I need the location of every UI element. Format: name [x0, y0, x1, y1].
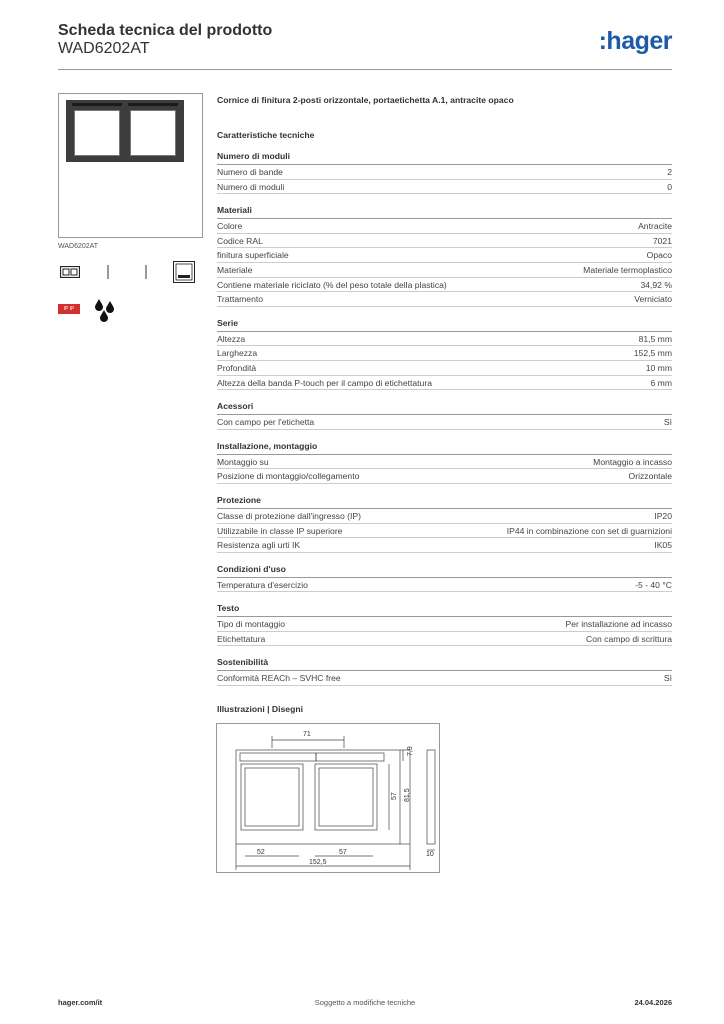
spec-row [217, 278, 672, 293]
spec-value: Montaggio a incasso [593, 456, 672, 467]
spec-key: Resistenza agli urti IK [217, 540, 301, 551]
drawing-svg [217, 724, 439, 872]
spec-group [217, 151, 672, 194]
spec-key: Profondità [217, 362, 257, 373]
spec-key: Montaggio su [217, 456, 269, 467]
spec-row [217, 455, 672, 470]
symbol-icons-row [58, 260, 203, 284]
opening-left-drawing [241, 764, 303, 830]
spec-group-title: Testo [217, 603, 672, 617]
spec-row [217, 263, 672, 278]
double-frame-icon [58, 260, 82, 284]
spec-value: 10 mm [645, 362, 672, 373]
opening-right-inner [319, 768, 373, 826]
spec-value: IP20 [654, 510, 672, 521]
ip-rating-badge: IP IP [58, 304, 80, 314]
dim-label-57v: 57 [391, 792, 398, 800]
spec-key: Larghezza [217, 348, 258, 359]
dim-label-71: 71 [303, 731, 311, 738]
dim-label-1525: 152,5 [309, 859, 327, 866]
spec-value: Verniciato [634, 294, 672, 305]
spec-key: Numero di bande [217, 167, 283, 177]
vertical-line-icon [134, 260, 158, 284]
label-strip-right-drawing [316, 753, 384, 761]
spec-key: finitura superficiale [217, 250, 289, 261]
spec-value: Opaco [646, 250, 672, 261]
spec-value: Con campo di scrittura [586, 633, 672, 644]
dim-label-79: 7,9 [407, 746, 414, 756]
spec-row [217, 538, 672, 553]
spec-row [217, 469, 672, 484]
spec-row [217, 509, 672, 524]
footer-date: 24.04.2026 [634, 998, 672, 1007]
spec-row [217, 632, 672, 647]
illustrations-title: Illustrazioni | Disegni [217, 704, 303, 715]
spec-group-title: Acessori [217, 401, 672, 415]
spec-row [217, 376, 672, 391]
spec-value: IP44 in combinazione con set di guarnizioni [506, 525, 672, 536]
product-description: Cornice di finitura 2-posti orizzontale, portaetichetta A.1, antracite opaco [217, 95, 514, 105]
spec-value: 2 [667, 167, 672, 177]
spec-row [217, 219, 672, 234]
spec-row [217, 165, 672, 180]
page-header [58, 22, 672, 70]
spec-key: Numero di moduli [217, 181, 285, 192]
spec-value: Sì [663, 673, 672, 684]
spec-value: 34,92 % [640, 279, 672, 290]
spec-group-title: Serie [217, 318, 672, 332]
opening-right-drawing [315, 764, 377, 830]
spec-group [217, 401, 672, 430]
spec-value: Antracite [638, 221, 672, 232]
frame-opening-right [130, 110, 176, 156]
spec-key: Altezza della banda P-touch per il campo di etichettatura [217, 377, 432, 388]
label-strip-left [72, 103, 122, 106]
opening-left-inner [245, 768, 299, 826]
spec-key: Colore [217, 221, 243, 232]
label-holder-icon [172, 260, 196, 284]
spec-row [217, 524, 672, 539]
spec-key: Con campo per l'etichetta [217, 417, 315, 428]
photo-caption: WAD6202AT [58, 243, 99, 250]
spec-group [217, 441, 672, 484]
technical-drawing [216, 723, 440, 873]
spec-row [217, 292, 672, 307]
spec-group-title: Sostenibilità [217, 657, 672, 671]
footer-website-link[interactable]: hager.com/it [58, 998, 103, 1007]
spec-value: 0 [667, 181, 672, 192]
spec-value: IK05 [654, 540, 672, 551]
page-title: Scheda tecnica del prodotto [58, 22, 273, 39]
spec-group-title: Protezione [217, 495, 672, 509]
spec-row [217, 361, 672, 376]
spec-key: Contiene materiale riciclato (% del peso totale della plastica) [217, 279, 447, 290]
spec-value: Per installazione ad incasso [565, 619, 672, 630]
side-view [427, 750, 435, 844]
hager-logo: :hager [598, 27, 672, 55]
spec-value: -5 - 40 °C [635, 579, 672, 590]
spec-value: 152,5 mm [633, 348, 672, 359]
spec-row [217, 415, 672, 430]
spec-value: 6 mm [650, 377, 672, 388]
spec-value: Sì [663, 417, 672, 428]
dim-label-815: 81,5 [404, 788, 411, 802]
spec-key: Posizione di montaggio/collegamento [217, 471, 360, 482]
spec-value: 7021 [652, 235, 672, 246]
spec-key: Etichettatura [217, 633, 266, 644]
spec-group-title: Numero di moduli [217, 151, 672, 165]
product-photo [58, 93, 203, 238]
spec-key: Tipo di montaggio [217, 619, 285, 630]
spec-group [217, 657, 672, 686]
spec-key: Codice RAL [217, 235, 263, 246]
spec-value: Orizzontale [628, 471, 672, 482]
spec-value: 81,5 mm [638, 333, 672, 344]
spec-value: Materiale termoplastico [583, 264, 672, 275]
spec-key: Conformità REACh – SVHC free [217, 673, 341, 684]
label-strip-left-drawing [240, 753, 316, 761]
spec-group-title: Condizioni d'uso [217, 564, 672, 578]
left-column [58, 93, 203, 322]
product-code: WAD6202AT [58, 40, 150, 57]
spec-key: Temperatura d'esercizio [217, 579, 308, 590]
spec-row [217, 332, 672, 347]
spec-row [217, 346, 672, 361]
spec-key: Classe di protezione dall'ingresso (IP) [217, 510, 361, 521]
spec-group [217, 564, 672, 593]
vertical-line-icon [96, 260, 120, 284]
frame-opening-left [74, 110, 120, 156]
spec-groups [217, 151, 672, 686]
specs-column [217, 95, 672, 714]
spec-key: Trattamento [217, 294, 264, 305]
label-strip-right [128, 103, 178, 106]
water-drops-icon [92, 296, 118, 322]
spec-row [217, 671, 672, 686]
spec-group-title: Installazione, montaggio [217, 441, 672, 455]
frame-image [66, 100, 184, 162]
spec-row [217, 578, 672, 593]
spec-row [217, 617, 672, 632]
spec-group [217, 603, 672, 646]
symbol-icons-row-2 [58, 296, 203, 322]
spec-group [217, 318, 672, 390]
spec-group [217, 495, 672, 553]
spec-row [217, 234, 672, 249]
dim-label-10: 10 [426, 851, 434, 858]
dim-label-52: 52 [257, 849, 265, 856]
spec-key: Altezza [217, 333, 246, 344]
footer-note: Soggetto a modifiche tecniche [314, 998, 416, 1007]
spec-group [217, 205, 672, 307]
spec-row [217, 180, 672, 195]
spec-group-title: Materiali [217, 205, 672, 219]
spec-row [217, 248, 672, 263]
section-title: Caratteristiche tecniche [217, 130, 315, 140]
spec-key: Materiale [217, 264, 253, 275]
spec-key: Utilizzabile in classe IP superiore [217, 525, 343, 536]
dim-label-57h: 57 [339, 849, 347, 856]
